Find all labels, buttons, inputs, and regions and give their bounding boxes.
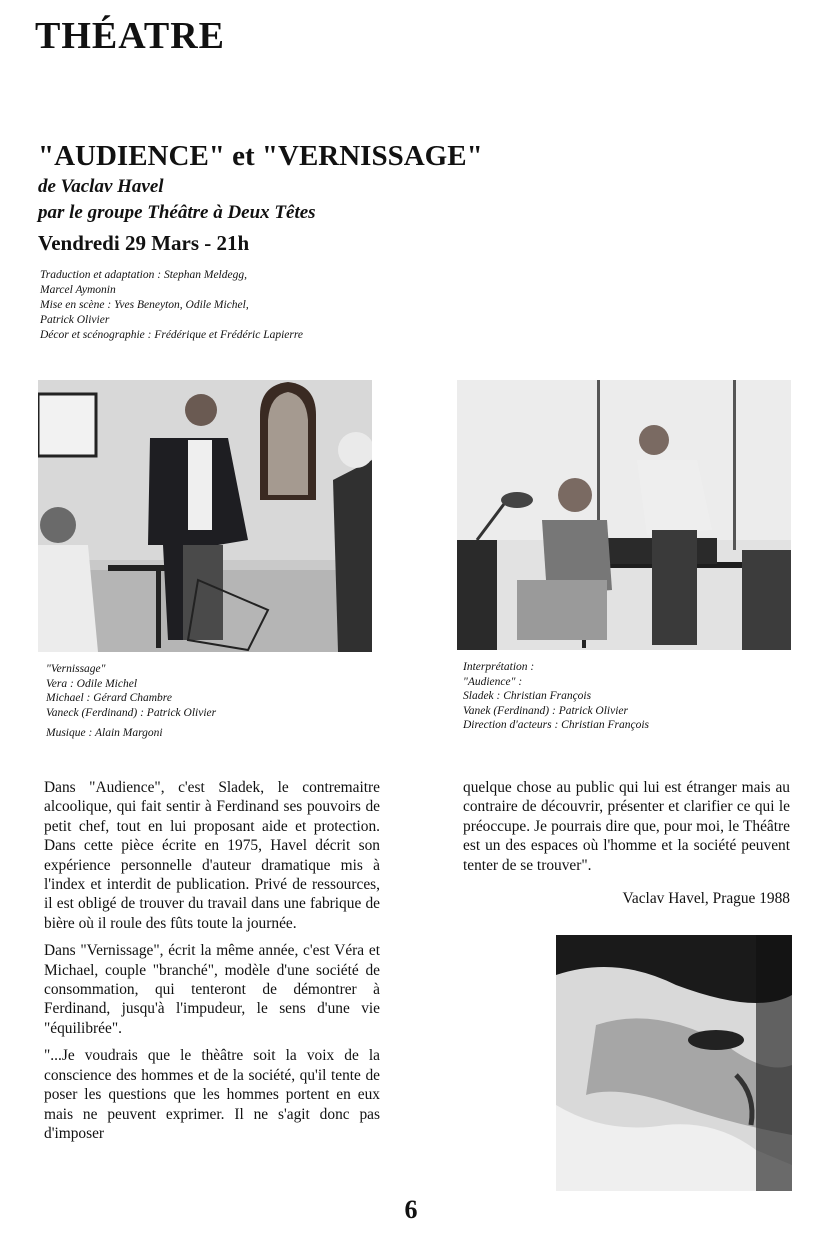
section-title: THÉATRE xyxy=(35,15,226,57)
article-paragraph: quelque chose au public qui lui est étranger mais au contraire de découvrir, présenter et clarifier ce qui le préoccupe. Je pourrais dire que, pour moi, le Théâtre est un des espaces où l'homme et la société peuvent tenter de se trouver". xyxy=(463,779,790,874)
show-title: "AUDIENCE" et "VERNISSAGE" xyxy=(38,140,483,172)
audience-photo xyxy=(457,380,791,650)
show-company: par le groupe Théâtre à Deux Têtes xyxy=(38,202,316,223)
caption-line: Vaneck (Ferdinand) : Patrick Olivier xyxy=(46,706,217,719)
caption-line: Vera : Odile Michel xyxy=(46,677,138,690)
page-number: 6 xyxy=(404,1195,418,1224)
caption-line: "Vernissage" xyxy=(46,663,106,675)
credit-line: Mise en scène : Yves Beneyton, Odile Michel, xyxy=(40,299,249,311)
quote-signature: Vaclav Havel, Prague 1988 xyxy=(622,890,790,907)
caption-vernissage xyxy=(46,662,376,741)
caption-line: Sladek : Christian François xyxy=(463,690,592,702)
credit-line: Marcel Aymonin xyxy=(40,284,116,296)
caption-line: Direction d'acteurs : Christian François xyxy=(463,719,650,731)
credits-block xyxy=(40,268,460,343)
vernissage-photo xyxy=(38,380,372,652)
article-paragraph: Dans "Audience", c'est Sladek, le contremaitre alcoolique, qui fait sentir à Ferdinand ses pouvoirs de petit chef, tout en lui proposant aide et protection. Dans cette pièce écrite en 1975, Havel décrit son expérience personnelle d'auteur dramatique mis à l'index et interdit de publication. Privé de ressources, il est obligé de trouver du travail dans une fabrique de bière où il roule des fûts toute la journée. xyxy=(44,779,380,932)
show-author: de Vaclav Havel xyxy=(38,176,164,197)
caption-line: Interprétation : xyxy=(463,661,535,673)
caption-music: Musique : Alain Margoni xyxy=(46,727,163,739)
show-date: Vendredi 29 Mars - 21h xyxy=(38,231,250,255)
article-paragraph: "...Je voudrais que le thèâtre soit la voix de la conscience des hommes et de la société, qu'il tente de poser les questions que les hommes portent en eux mais ne peuvent exprimer. Il ne s'agit donc pas d'imposer xyxy=(44,1047,380,1142)
caption-audience xyxy=(463,660,803,733)
credit-line: Traduction et adaptation : Stephan Meldegg, xyxy=(40,269,247,281)
caption-line: Vanek (Ferdinand) : Patrick Olivier xyxy=(463,704,628,717)
article-left-column xyxy=(44,778,380,1151)
caption-line: "Audience" : xyxy=(463,675,523,688)
caption-line: Michael : Gérard Chambre xyxy=(46,692,172,704)
credit-line: Patrick Olivier xyxy=(40,314,110,326)
article-paragraph: Dans "Vernissage", écrit la même année, c'est Véra et Michael, couple "branché", modèle d'une société de consommation, qui tenteront de démontrer à Ferdinand, jusqu'à l'impudeur, le sens d'une vie "équilibrée". xyxy=(44,942,380,1037)
havel-portrait-photo xyxy=(556,935,792,1191)
article-right-column xyxy=(463,778,790,875)
credit-line: Décor et scénographie : Frédérique et Frédéric Lapierre xyxy=(40,329,304,341)
